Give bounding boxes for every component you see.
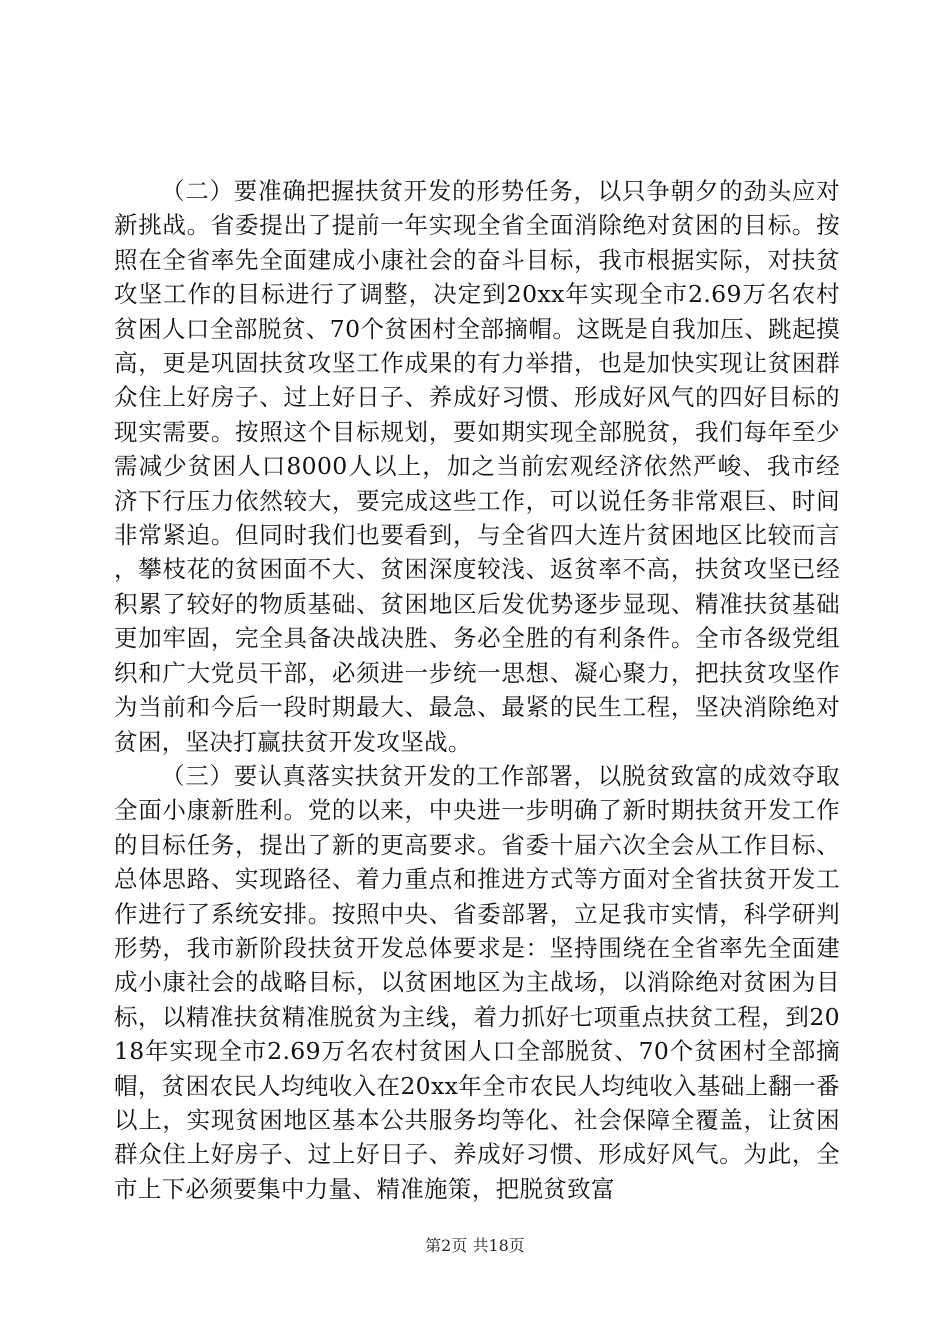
paragraph-section-two: （二）要准确把握扶贫开发的形势任务，以只争朝夕的劲头应对新挑战。省委提出了提前一年实现全省全面消除绝对贫困的目标。按照在全省率先全面建成小康社会的奋斗目标，我市根据实际，对扶贫攻坚工作的目标进行了调整，决定到20xx年实现全市2.69万名农村贫困人口全部脱贫、70个贫困村全部摘帽。这既是自我加压、跳起摸高，更是巩固扶贫攻坚工作成果的有力举措，也是加快实现让贫困群众住上好房子、过上好日子、养成好习惯、形成好风气的四好目标的现实需要。按照这个目标规划，要如期实现全部脱贫，我们每年至少需减少贫困人口8000人以上，加之当前宏观经济依然严峻、我市经济下行压力依然较大，要完成这些工作，可以说任务非常艰巨、时间非常紧迫。但同时我们也要看到，与全省四大连片贫困地区比较而言，攀枝花的贫困面不大、贫困深度较浅、返贫率不高，扶贫攻坚已经积累了较好的物质基础、贫困地区后发优势逐步显现、精准扶贫基础更加牢固，完全具备决战决胜、务必全胜的有利条件。全市各级党组织和广大党员干部，必须进一步统一思想、凝心聚力，把扶贫攻坚作为当前和今后一段时期最大、最急、最紧的民生工程，坚决消除绝对贫困，坚决打赢扶贫开发攻坚战。 (114, 177, 840, 756)
paragraph-section-three: （三）要认真落实扶贫开发的工作部署，以脱贫致富的成效夺取全面小康新胜利。党的以来，中央进一步明确了新时期扶贫开发工作的目标任务，提出了新的更高要求。省委十届六次全会从工作目标、总体思路、实现路径、着力重点和推进方式等方面对全省扶贫开发工作进行了系统安排。按照中央、省委部署，立足我市实情，科学研判形势，我市新阶段扶贫开发总体要求是：坚持围绕在全省率先全面建成小康社会的战略目标，以贫困地区为主战场，以消除绝对贫困为目标，以精准扶贫精准脱贫为主线，着力抓好七项重点扶贫工程，到2018年实现全市2.69万名农村贫困人口全部脱贫、70个贫困村全部摘帽，贫困农民人均纯收入在20xx年全市农民人均纯收入基础上翻一番以上，实现贫困地区基本公共服务均等化、社会保障全覆盖，让贫困群众住上好房子、过上好日子、养成好习惯、形成好风气。为此，全市上下必须要集中力量、精准施策，把脱贫致富 (114, 761, 840, 1203)
page-number-footer: 第2页 共18页 (425, 1236, 525, 1255)
document-body (114, 174, 840, 1206)
